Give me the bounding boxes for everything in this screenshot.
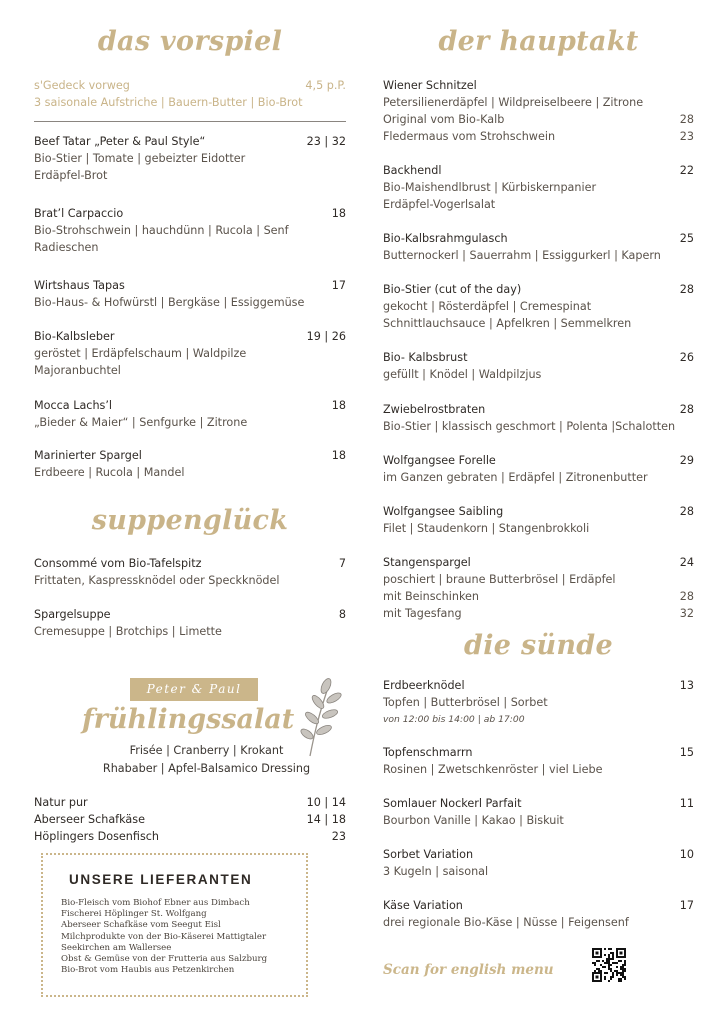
menu-item [34,606,346,640]
item-name: Aberseer Schafkäse [34,813,145,826]
item-name: Wirtshaus Tapas [34,279,125,292]
item-description: Cremesuppe | Brotchips | Limette [34,625,222,638]
item-description: im Ganzen gebraten | Erdäpfel | Zitronenbutter [383,471,648,484]
menu-item [383,401,694,435]
item-description: Filet | Staudenkorn | Stangenbrokkoli [383,522,590,535]
item-description: Frittaten, Kaspressknödel oder Speckknödel [34,574,280,587]
item-price: 18 [331,449,346,462]
menu-item [34,133,346,184]
item-note: von 12:00 bis 14:00 | ab 17:00 [383,714,525,725]
lieferanten-title: UNSERE LIEFERANTEN [69,872,253,887]
menu-item [383,349,694,383]
heading-vorspiel: das vorspiel [97,26,283,57]
item-description: Bio-Stier | Tomate | gebeizter Eidotter [34,152,246,165]
menu-item [383,503,694,537]
qr-code-icon[interactable] [592,948,626,982]
item-price: 24 [679,556,694,569]
variant-price: 32 [679,607,694,620]
heading-suppenglueck: suppenglück [91,505,289,536]
item-price: 15 [679,746,694,759]
item-price: 18 [331,207,346,220]
gedeck-desc: 3 saisonale Aufstriche | Bauern-Butter | Bio-Brot [34,96,303,109]
lieferant-line: Obst & Gemüse von der Frutteria aus Salzburg [61,954,268,965]
item-name: Consommé vom Bio-Tafelspitz [34,557,202,570]
item-description: Erdbeere | Rucola | Mandel [34,466,185,479]
lieferant-line: Bio-Fleisch vom Biohof Ebner aus Dimbach [61,898,250,908]
item-price: 8 [338,608,346,621]
item-description: Rosinen | Zwetschkenröster | viel Liebe [383,763,603,776]
item-description: Erdäpfel-Brot [34,169,108,182]
item-description: drei regionale Bio-Käse | Nüsse | Feigensenf [383,916,629,929]
menu-item [383,230,694,264]
item-price: 11 [679,797,694,810]
item-name: Bio-Kalbsleber [34,330,115,343]
item-description: geröstet | Erdäpfelschaum | Waldpilze [34,347,247,360]
peter-paul-badge: Peter & Paul [130,678,258,701]
variant-name: mit Tagesfang [383,607,462,620]
item-name: Somlauer Nockerl Parfait [383,797,522,810]
menu-item [383,281,694,332]
item-price: 28 [679,505,694,518]
item-description: Bio-Stier | klassisch geschmort | Polenta |Schalotten [383,420,676,433]
salad-desc-line: Frisée | Cranberry | Krokant [129,744,284,757]
item-price: 10 [679,848,694,861]
item-name: Natur pur [34,796,88,809]
menu-item [34,794,346,811]
heading-fruehlingssalat: frühlingssalat [82,704,295,735]
item-price: 28 [679,283,694,296]
item-name: Mocca Lachs’l [34,399,113,412]
item-variant [383,588,694,605]
item-name: Topfenschmarrn [383,746,473,759]
item-price: 14 | 18 [306,813,346,826]
item-name: Wiener Schnitzel [383,79,477,92]
lieferant-line: Seekirchen am Wallersee [61,942,172,953]
lieferant-line: Fischerei Höplinger St. Wolfgang [61,909,207,920]
menu-item [383,77,694,145]
lieferanten-box [41,853,308,997]
menu-item [34,555,346,589]
menu-item [34,205,346,256]
item-price: 22 [679,164,694,177]
item-name: Wolfgangsee Saibling [383,505,504,518]
item-variant [383,128,694,145]
item-price: 19 | 26 [306,330,346,343]
menu-item [34,828,346,845]
item-description: Bio-Maishendlbrust | Kürbiskernpanier [383,181,597,194]
item-price: 7 [338,557,346,570]
item-description: „Bieder & Maier“ | Senfgurke | Zitrone [34,416,248,429]
item-price: 25 [679,232,694,245]
lieferant-line: Milchprodukte von der Bio-Käserei Mattigtaler [61,931,267,942]
item-name: Höplingers Dosenfisch [34,830,160,843]
variant-name: mit Beinschinken [383,590,480,603]
item-description: gekocht | Rösterdäpfel | Cremespinat [383,300,592,313]
item-description: Topfen | Butterbrösel | Sorbet [383,696,548,709]
item-name: Bio- Kalbsbrust [383,351,468,364]
menu-item [383,795,694,829]
menu-item [34,811,346,828]
item-name: Zwiebelrostbraten [383,403,486,416]
item-price: 10 | 14 [306,796,346,809]
item-description: poschiert | braune Butterbrösel | Erdäpfel [383,573,616,586]
item-description: Butternockerl | Sauerrahm | Essiggurkerl | Kapern [383,249,661,262]
item-description: Majoranbuchtel [34,364,121,377]
item-variant [383,605,694,622]
item-description: Radieschen [34,241,99,254]
item-price: 18 [331,399,346,412]
menu-item [383,744,694,778]
item-description: Bio-Strohschwein | hauchdünn | Rucola | Senf [34,224,289,237]
item-price: 29 [679,454,694,467]
menu-item [383,554,694,622]
item-name: Marinierter Spargel [34,449,142,462]
gedeck-name: s'Gedeck vorweg [34,79,130,92]
menu-item [383,677,694,728]
item-name: Spargelsuppe [34,608,111,621]
menu-item [34,397,346,431]
item-price: 17 [331,279,346,292]
variant-price: 23 [679,130,694,143]
item-name: Brat’l Carpaccio [34,207,124,220]
item-price: 28 [679,403,694,416]
lieferanten-list [61,898,267,976]
item-description: Bourbon Vanille | Kakao | Biskuit [383,814,564,827]
item-description: Bio-Haus- & Hofwürstl | Bergkäse | Essiggemüse [34,296,305,309]
menu-item [34,328,346,379]
item-name: Backhendl [383,164,442,177]
item-name: Sorbet Variation [383,848,474,861]
salad-desc-line: Rhababer | Apfel-Balsamico Dressing [102,762,311,775]
salad-description [74,742,339,778]
item-description: Erdäpfel-Vogerlsalat [383,198,496,211]
heading-hauptakt: der hauptakt [438,26,639,57]
heading-suende: die sünde [464,630,613,661]
menu-item [34,277,346,311]
item-name: Käse Variation [383,899,463,912]
menu-item [383,452,694,486]
item-name: Erdbeerknödel [383,679,465,692]
item-name: Beef Tatar „Peter & Paul Style“ [34,135,206,148]
item-name: Wolfgangsee Forelle [383,454,496,467]
item-price: 26 [679,351,694,364]
menu-item [383,162,694,213]
scan-english-menu-link[interactable]: Scan for english menu [383,962,554,978]
item-price: 23 [331,830,346,843]
item-variant [383,111,694,128]
item-name: Bio-Kalbsrahmgulasch [383,232,508,245]
variant-name: Fledermaus vom Strohschwein [383,130,556,143]
gedeck-price: 4,5 p.P. [305,79,346,92]
item-name: Bio-Stier (cut of the day) [383,283,522,296]
item-price: 13 [679,679,694,692]
lieferant-line: Bio-Brot vom Haubis aus Petzenkirchen [61,965,235,976]
divider [34,121,346,122]
menu-item [383,846,694,880]
item-description: 3 Kugeln | saisonal [383,865,489,878]
menu-item [34,447,346,481]
variant-price: 28 [679,113,694,126]
variant-price: 28 [679,590,694,603]
item-price: 17 [679,899,694,912]
lieferant-line: Aberseer Schafkäse vom Seegut Eisl [61,920,221,931]
item-price: 23 | 32 [306,135,346,148]
menu-item [383,897,694,931]
item-description: Schnittlauchsauce | Apfelkren | Semmelkren [383,317,632,330]
variant-name: Original vom Bio-Kalb [383,113,505,126]
item-description: Petersilienerdäpfel | Wildpreiselbeere | Zitrone [383,96,644,109]
item-name: Stangenspargel [383,556,471,569]
gedeck-item [34,77,346,111]
item-description: gefüllt | Knödel | Waldpilzjus [383,368,542,381]
